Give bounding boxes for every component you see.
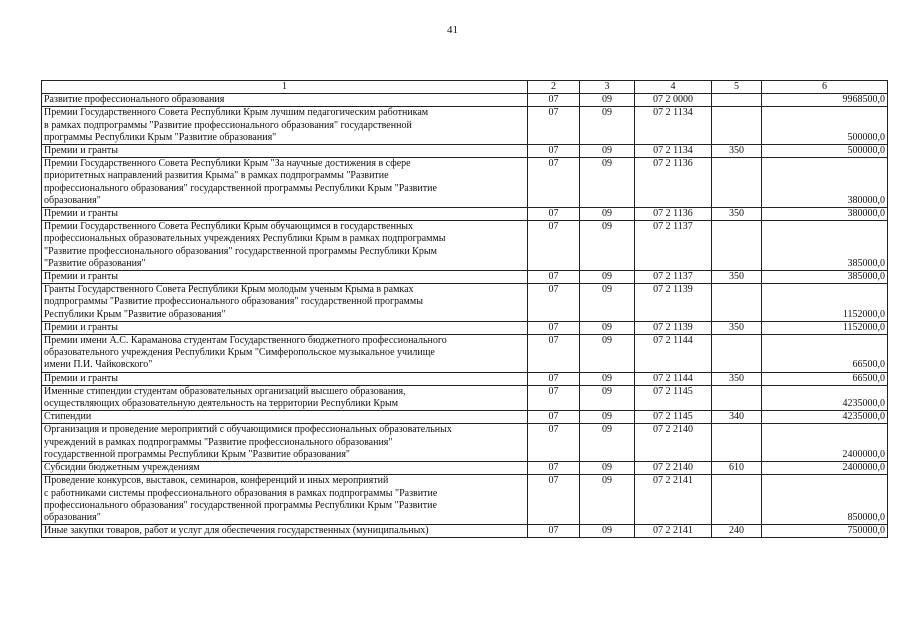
row-description xyxy=(42,475,528,525)
row-expense-type: 610 xyxy=(712,462,762,475)
row-section: 07 xyxy=(528,411,580,424)
row-description-line: с работниками системы профессионального образования в рамках подпрограммы "Развитие xyxy=(44,487,438,499)
row-target-code: 07 2 2141 xyxy=(635,475,712,525)
row-subsection: 09 xyxy=(580,107,635,145)
row-target-code: 07 2 0000 xyxy=(635,94,712,107)
row-amount: 4235000,0 xyxy=(762,385,888,410)
row-description xyxy=(42,372,528,385)
row-description xyxy=(42,271,528,284)
row-target-code: 07 2 1136 xyxy=(635,158,712,208)
row-section: 07 xyxy=(528,475,580,525)
row-description-line: образовательного учреждения Республики Крым "Симферопольское музыкальное училище xyxy=(44,347,435,359)
header-col-1: 1 xyxy=(42,81,528,94)
header-col-4: 4 xyxy=(635,81,712,94)
row-description xyxy=(42,525,528,538)
row-expense-type xyxy=(712,335,762,373)
row-description-line: образования" xyxy=(44,194,101,206)
row-description-line: осуществляющих образовательную деятельность на территории Республики Крым xyxy=(44,398,399,410)
row-amount: 850000,0 xyxy=(762,475,888,525)
row-section: 07 xyxy=(528,94,580,107)
row-amount: 380000,0 xyxy=(762,158,888,208)
row-description-line: Субсидии бюджетным учреждениям xyxy=(44,462,200,474)
row-section: 07 xyxy=(528,525,580,538)
row-expense-type: 350 xyxy=(712,145,762,158)
row-description-line: Премии и гранты xyxy=(44,208,119,220)
row-amount: 500000,0 xyxy=(762,107,888,145)
row-section: 07 xyxy=(528,462,580,475)
row-target-code: 07 2 1136 xyxy=(635,208,712,221)
row-description xyxy=(42,145,528,158)
row-description-line: профессионального образования" государственной программы Республики Крым "Развитие xyxy=(44,499,437,511)
row-section: 07 xyxy=(528,107,580,145)
row-expense-type xyxy=(712,94,762,107)
row-amount: 385000,0 xyxy=(762,271,888,284)
row-expense-type: 240 xyxy=(712,525,762,538)
row-description xyxy=(42,385,528,410)
row-description-line: "Развитие профессионального образования" государственной программы Республики Крым xyxy=(44,245,437,257)
row-description xyxy=(42,107,528,145)
table-row xyxy=(42,372,888,385)
row-expense-type: 340 xyxy=(712,411,762,424)
row-subsection: 09 xyxy=(580,321,635,334)
header-col-2: 2 xyxy=(528,81,580,94)
table-row xyxy=(42,385,888,410)
row-subsection: 09 xyxy=(580,411,635,424)
row-target-code: 07 2 1145 xyxy=(635,385,712,410)
row-description-line: Премии и гранты xyxy=(44,271,119,283)
row-description-line: приоритетных направлений развития Крыма" в рамках подпрограммы "Развитие xyxy=(44,170,389,182)
row-description-line: Организация и проведение мероприятий с обучающимися профессиональных образовательных xyxy=(44,424,452,436)
row-description xyxy=(42,462,528,475)
row-target-code: 07 2 1139 xyxy=(635,284,712,322)
row-amount: 750000,0 xyxy=(762,525,888,538)
row-amount: 380000,0 xyxy=(762,208,888,221)
row-amount: 9968500,0 xyxy=(762,94,888,107)
row-description-line: Республики Крым "Развитие образования" xyxy=(44,308,226,320)
row-description xyxy=(42,158,528,208)
row-subsection: 09 xyxy=(580,335,635,373)
row-expense-type: 350 xyxy=(712,321,762,334)
row-description xyxy=(42,221,528,271)
row-amount: 2400000,0 xyxy=(762,424,888,462)
row-description-line: программы Республики Крым "Развитие образования" xyxy=(44,131,277,143)
table-row xyxy=(42,284,888,322)
table-row xyxy=(42,462,888,475)
row-section: 07 xyxy=(528,372,580,385)
row-description-line: Гранты Государственного Совета Республики Крым молодым ученым Крыма в рамках xyxy=(44,284,414,296)
row-expense-type xyxy=(712,284,762,322)
header-col-6: 6 xyxy=(762,81,888,94)
row-subsection: 09 xyxy=(580,385,635,410)
row-description xyxy=(42,284,528,322)
row-description-line: подпрограммы "Развитие профессионального образования" государственной программы xyxy=(44,296,423,308)
row-expense-type: 350 xyxy=(712,208,762,221)
row-amount: 66500,0 xyxy=(762,335,888,373)
row-expense-type: 350 xyxy=(712,372,762,385)
table-row xyxy=(42,424,888,462)
row-target-code: 07 2 1137 xyxy=(635,221,712,271)
row-expense-type xyxy=(712,107,762,145)
row-subsection: 09 xyxy=(580,158,635,208)
row-section: 07 xyxy=(528,424,580,462)
row-target-code: 07 2 2140 xyxy=(635,462,712,475)
row-target-code: 07 2 1144 xyxy=(635,372,712,385)
table-row xyxy=(42,475,888,525)
row-amount: 385000,0 xyxy=(762,221,888,271)
row-expense-type: 350 xyxy=(712,271,762,284)
row-description-line: Развитие профессионального образования xyxy=(44,94,225,106)
row-subsection: 09 xyxy=(580,94,635,107)
row-section: 07 xyxy=(528,335,580,373)
row-section: 07 xyxy=(528,158,580,208)
row-target-code: 07 2 1137 xyxy=(635,271,712,284)
row-description-line: профессиональных образовательных учреждениях Республики Крым в рамках подпрограммы xyxy=(44,233,446,245)
row-section: 07 xyxy=(528,145,580,158)
row-description-line: Проведение конкурсов, выставок, семинаров, конференций и иных мероприятий xyxy=(44,475,389,487)
row-description xyxy=(42,94,528,107)
row-subsection: 09 xyxy=(580,424,635,462)
row-amount: 4235000,0 xyxy=(762,411,888,424)
row-subsection: 09 xyxy=(580,284,635,322)
row-amount: 1152000,0 xyxy=(762,321,888,334)
row-description xyxy=(42,321,528,334)
row-description-line: образования" xyxy=(44,511,101,523)
row-subsection: 09 xyxy=(580,372,635,385)
row-subsection: 09 xyxy=(580,208,635,221)
table-row xyxy=(42,221,888,271)
row-section: 07 xyxy=(528,385,580,410)
table-body xyxy=(42,94,888,538)
table-row xyxy=(42,145,888,158)
header-col-5: 5 xyxy=(712,81,762,94)
row-description-line: Премии Государственного Совета Республики Крым лучшим педагогическим работникам xyxy=(44,107,429,119)
table-row xyxy=(42,208,888,221)
row-expense-type xyxy=(712,158,762,208)
row-description-line: Именные стипендии студентам образовательных организаций высшего образования, xyxy=(44,385,406,397)
row-amount: 500000,0 xyxy=(762,145,888,158)
row-description xyxy=(42,208,528,221)
row-expense-type xyxy=(712,424,762,462)
row-target-code: 07 2 2141 xyxy=(635,525,712,538)
row-description-line: в рамках подпрограммы "Развитие профессионального образования" государственной xyxy=(44,119,412,131)
row-target-code: 07 2 1145 xyxy=(635,411,712,424)
row-amount: 1152000,0 xyxy=(762,284,888,322)
table-row xyxy=(42,335,888,373)
table-header-row xyxy=(42,81,888,94)
row-target-code: 07 2 1139 xyxy=(635,321,712,334)
row-description-line: Премии и гранты xyxy=(44,372,119,384)
row-description-line: Премии и гранты xyxy=(44,145,119,157)
row-section: 07 xyxy=(528,284,580,322)
row-subsection: 09 xyxy=(580,525,635,538)
row-section: 07 xyxy=(528,208,580,221)
table-row xyxy=(42,158,888,208)
row-description xyxy=(42,424,528,462)
row-section: 07 xyxy=(528,221,580,271)
row-subsection: 09 xyxy=(580,462,635,475)
page-number: 41 xyxy=(447,24,458,36)
row-description-line: имени П.И. Чайковского" xyxy=(44,359,153,371)
row-description-line: Премии Государственного Совета Республики Крым "За научные достижения в сфере xyxy=(44,158,411,170)
row-subsection: 09 xyxy=(580,475,635,525)
table-row xyxy=(42,411,888,424)
row-description-line: Премии и гранты xyxy=(44,321,119,333)
row-amount: 2400000,0 xyxy=(762,462,888,475)
row-subsection: 09 xyxy=(580,271,635,284)
row-expense-type xyxy=(712,221,762,271)
row-description xyxy=(42,411,528,424)
row-amount: 66500,0 xyxy=(762,372,888,385)
row-description-line: Премии Государственного Совета Республики Крым обучающимся в государственных xyxy=(44,221,414,233)
row-description-line: профессионального образования" государственной программы Республики Крым "Развитие xyxy=(44,182,437,194)
table-row xyxy=(42,107,888,145)
budget-table xyxy=(41,80,888,538)
row-description xyxy=(42,335,528,373)
table-row xyxy=(42,94,888,107)
table-row xyxy=(42,271,888,284)
row-target-code: 07 2 1134 xyxy=(635,107,712,145)
row-description-line: Иные закупки товаров, работ и услуг для обеспечения государственных (муниципальных) xyxy=(44,525,429,537)
row-target-code: 07 2 1134 xyxy=(635,145,712,158)
table-row xyxy=(42,321,888,334)
row-target-code: 07 2 2140 xyxy=(635,424,712,462)
row-description-line: Стипендии xyxy=(44,411,92,423)
header-col-3: 3 xyxy=(580,81,635,94)
row-target-code: 07 2 1144 xyxy=(635,335,712,373)
row-description-line: государственной программы Республики Крым "Развитие образования" xyxy=(44,448,351,460)
row-subsection: 09 xyxy=(580,221,635,271)
row-section: 07 xyxy=(528,271,580,284)
row-description-line: учреждений в рамках подпрограммы "Развитие профессионального образования" xyxy=(44,436,393,448)
row-expense-type xyxy=(712,385,762,410)
row-section: 07 xyxy=(528,321,580,334)
row-expense-type xyxy=(712,475,762,525)
row-description-line: "Развитие образования" xyxy=(44,257,146,269)
row-subsection: 09 xyxy=(580,145,635,158)
row-description-line: Премии имени А.С. Караманова студентам Государственного бюджетного профессионального xyxy=(44,335,447,347)
table-row xyxy=(42,525,888,538)
